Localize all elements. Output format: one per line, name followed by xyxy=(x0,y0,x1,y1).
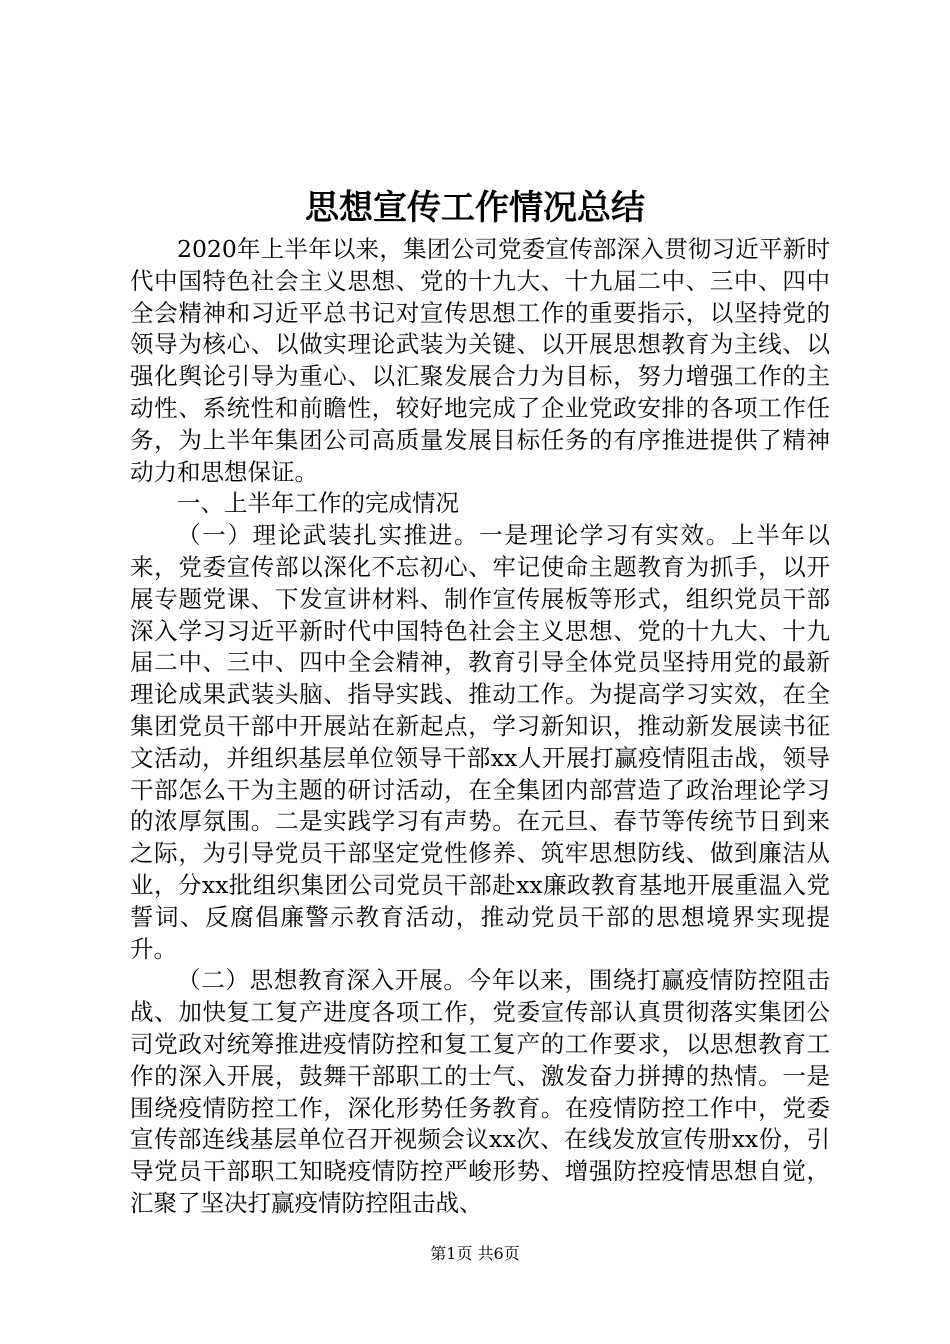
document-title: 思想宣传工作情况总结 xyxy=(305,188,645,228)
theory-paragraph: （一）理论武装扎实推进。一是理论学习有实效。上半年以来，党委宣传部以深化不忘初心、牢记使命主题教育为抓手，以开展专题党课、下发宣讲材料、制作宣传展板等形式，组织党员干部深入学习习近平新时代中国特色社会主义思想、党的十九大、十九届二中、三中、四中全会精神，教育引导全体党员坚持用党的最新理论成果武装头脑、指导实践、推动工作。为提高学习实效，在全集团党员干部中开展站在新起点，学习新知识，推动新发展读书征文活动，并组织基层单位领导干部xx人开展打赢疫情阻击战，领导干部怎么干为主题的研讨活动，在全集团内部营造了政治理论学习的浓厚氛围。二是实践学习有声势。在元旦、春节等传统节日到来之际，为引导党员干部坚定党性修养、筑牢思想防线、做到廉洁从业，分xx批组织集团公司党员干部赴xx廉政教育基地开展重温入党誓词、反腐倡廉警示教育活动，推动党员干部的思想境界实现提升。 xyxy=(130,521,830,963)
education-paragraph: （二）思想教育深入开展。今年以来，围绕打赢疫情防控阻击战、加快复工复产进度各项工作，党委宣传部认真贯彻落实集团公司党政对统筹推进疫情防控和复工复产的工作要求，以思想教育工作的深入开展，鼓舞干部职工的士气、激发奋力拼搏的热情。一是围绕疫情防控工作，深化形势任务教育。在疫情防控工作中，党委宣传部连线基层单位召开视频会议xx次、在线发放宣传册xx份，引导党员干部职工知晓疫情防控严峻形势、增强防控疫情思想自觉，汇聚了坚决打赢疫情防控阻击战、 xyxy=(130,966,830,1217)
page-footer: 第1页 共6页 xyxy=(430,1244,520,1263)
intro-paragraph: 2020年上半年以来，集团公司党委宣传部深入贯彻习近平新时代中国特色社会主义思想、党的十九大、十九届二中、三中、四中全会精神和习近平总书记对宣传思想工作的重要指示，以坚持党的领导为核心、以做实理论武装为关键、以开展思想教育为主线、以强化舆论引导为重心、以汇聚发展合力为目标，努力增强工作的主动性、系统性和前瞻性，较好地完成了企业党政安排的各项工作任务，为上半年集团公司高质量发展目标任务的有序推进提供了精神动力和思想保证。 xyxy=(130,235,830,486)
section-heading: 一、上半年工作的完成情况 xyxy=(177,489,459,518)
document-body xyxy=(130,234,830,1220)
